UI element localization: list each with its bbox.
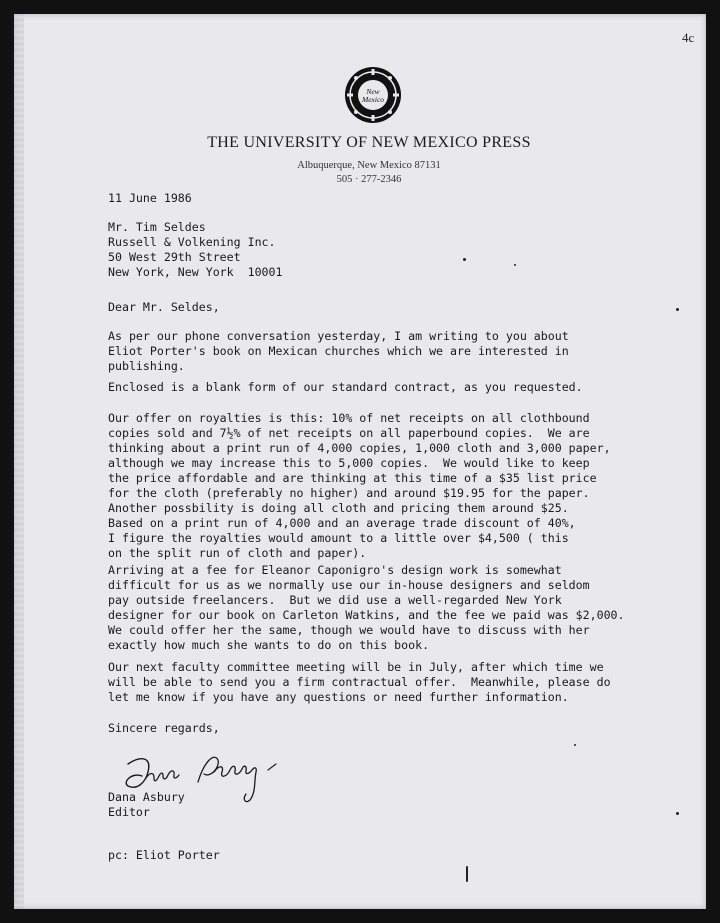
signer-name: Dana Asbury <box>108 790 185 804</box>
paragraph-2: Enclosed is a blank form of our standard contract, as you requested. <box>108 380 583 394</box>
signer-block <box>108 790 185 820</box>
copy-recipient: pc: Eliot Porter <box>108 848 220 862</box>
recipient-line: Mr. Tim Seldes <box>108 220 206 234</box>
paper-speck <box>514 264 516 266</box>
paper-speck <box>466 866 468 882</box>
paper-speck <box>676 308 679 311</box>
press-phone: 505 · 277-2346 <box>336 174 402 185</box>
closing: Sincere regards, <box>108 721 220 735</box>
press-address: Albuquerque, New Mexico 87131 <box>297 160 441 171</box>
paragraph-3: Our offer on royalties is this: 10% of net receipts on all clothbound copies sold and 7½% of net receipts on all paperbound copies. We are thinking about a print run of 4,000 copies, 1,000 cloth and 3,000 paper, although we may increase this to 5,000 copies. We would like to keep the price affordable and are thinking at this time of a $35 list price for the cloth (preferably no higher) and around $19.95 for the paper. Another possbility is doing all cloth and pricing them around $25. Based on a print run of 4,000 and an average trade discount of 40%, I figure the royalties would amount to a little over $4,500 ( this on the split run of cloth and paper). <box>108 411 611 560</box>
svg-text:New: New <box>366 87 380 96</box>
letter-date: 11 June 1986 <box>108 191 192 205</box>
paragraph-4: Arriving at a fee for Eleanor Caponigro's design work is somewhat difficult for us as we normally use our in-house designers and seldom pay outside freelancers. But we did use a well-regarded New York designer for our book on Carleton Watkins, and the fee we paid was $2,000. We could offer her the same, though we would have to discuss with her exactly how much she wants to do on this book. <box>108 563 625 652</box>
page-number: 4c <box>682 30 695 45</box>
paragraph-1: As per our phone conversation yesterday, I am writing to you about Eliot Porter's book on Mexican churches which we are interested in publishing. <box>108 329 569 373</box>
paper-speck <box>463 258 466 261</box>
press-name: THE UNIVERSITY OF NEW MEXICO PRESS <box>207 134 531 151</box>
paragraph-5: Our next faculty committee meeting will be in July, after which time we will be able to send you a firm contractual offer. Meanwhile, please do let me know if you have any questions or need further information. <box>108 660 611 704</box>
paper-speck <box>574 744 576 746</box>
salutation: Dear Mr. Seldes, <box>108 300 220 314</box>
recipient-line: New York, New York 10001 <box>108 265 283 279</box>
press-seal-logo <box>344 66 402 124</box>
paper-speck <box>676 812 679 815</box>
signer-title: Editor <box>108 805 150 819</box>
recipient-line: 50 West 29th Street <box>108 250 241 264</box>
letter-page <box>14 14 706 909</box>
svg-text:Mexico: Mexico <box>361 95 385 104</box>
recipient-line: Russell & Volkening Inc. <box>108 235 276 249</box>
recipient-address <box>108 220 283 280</box>
